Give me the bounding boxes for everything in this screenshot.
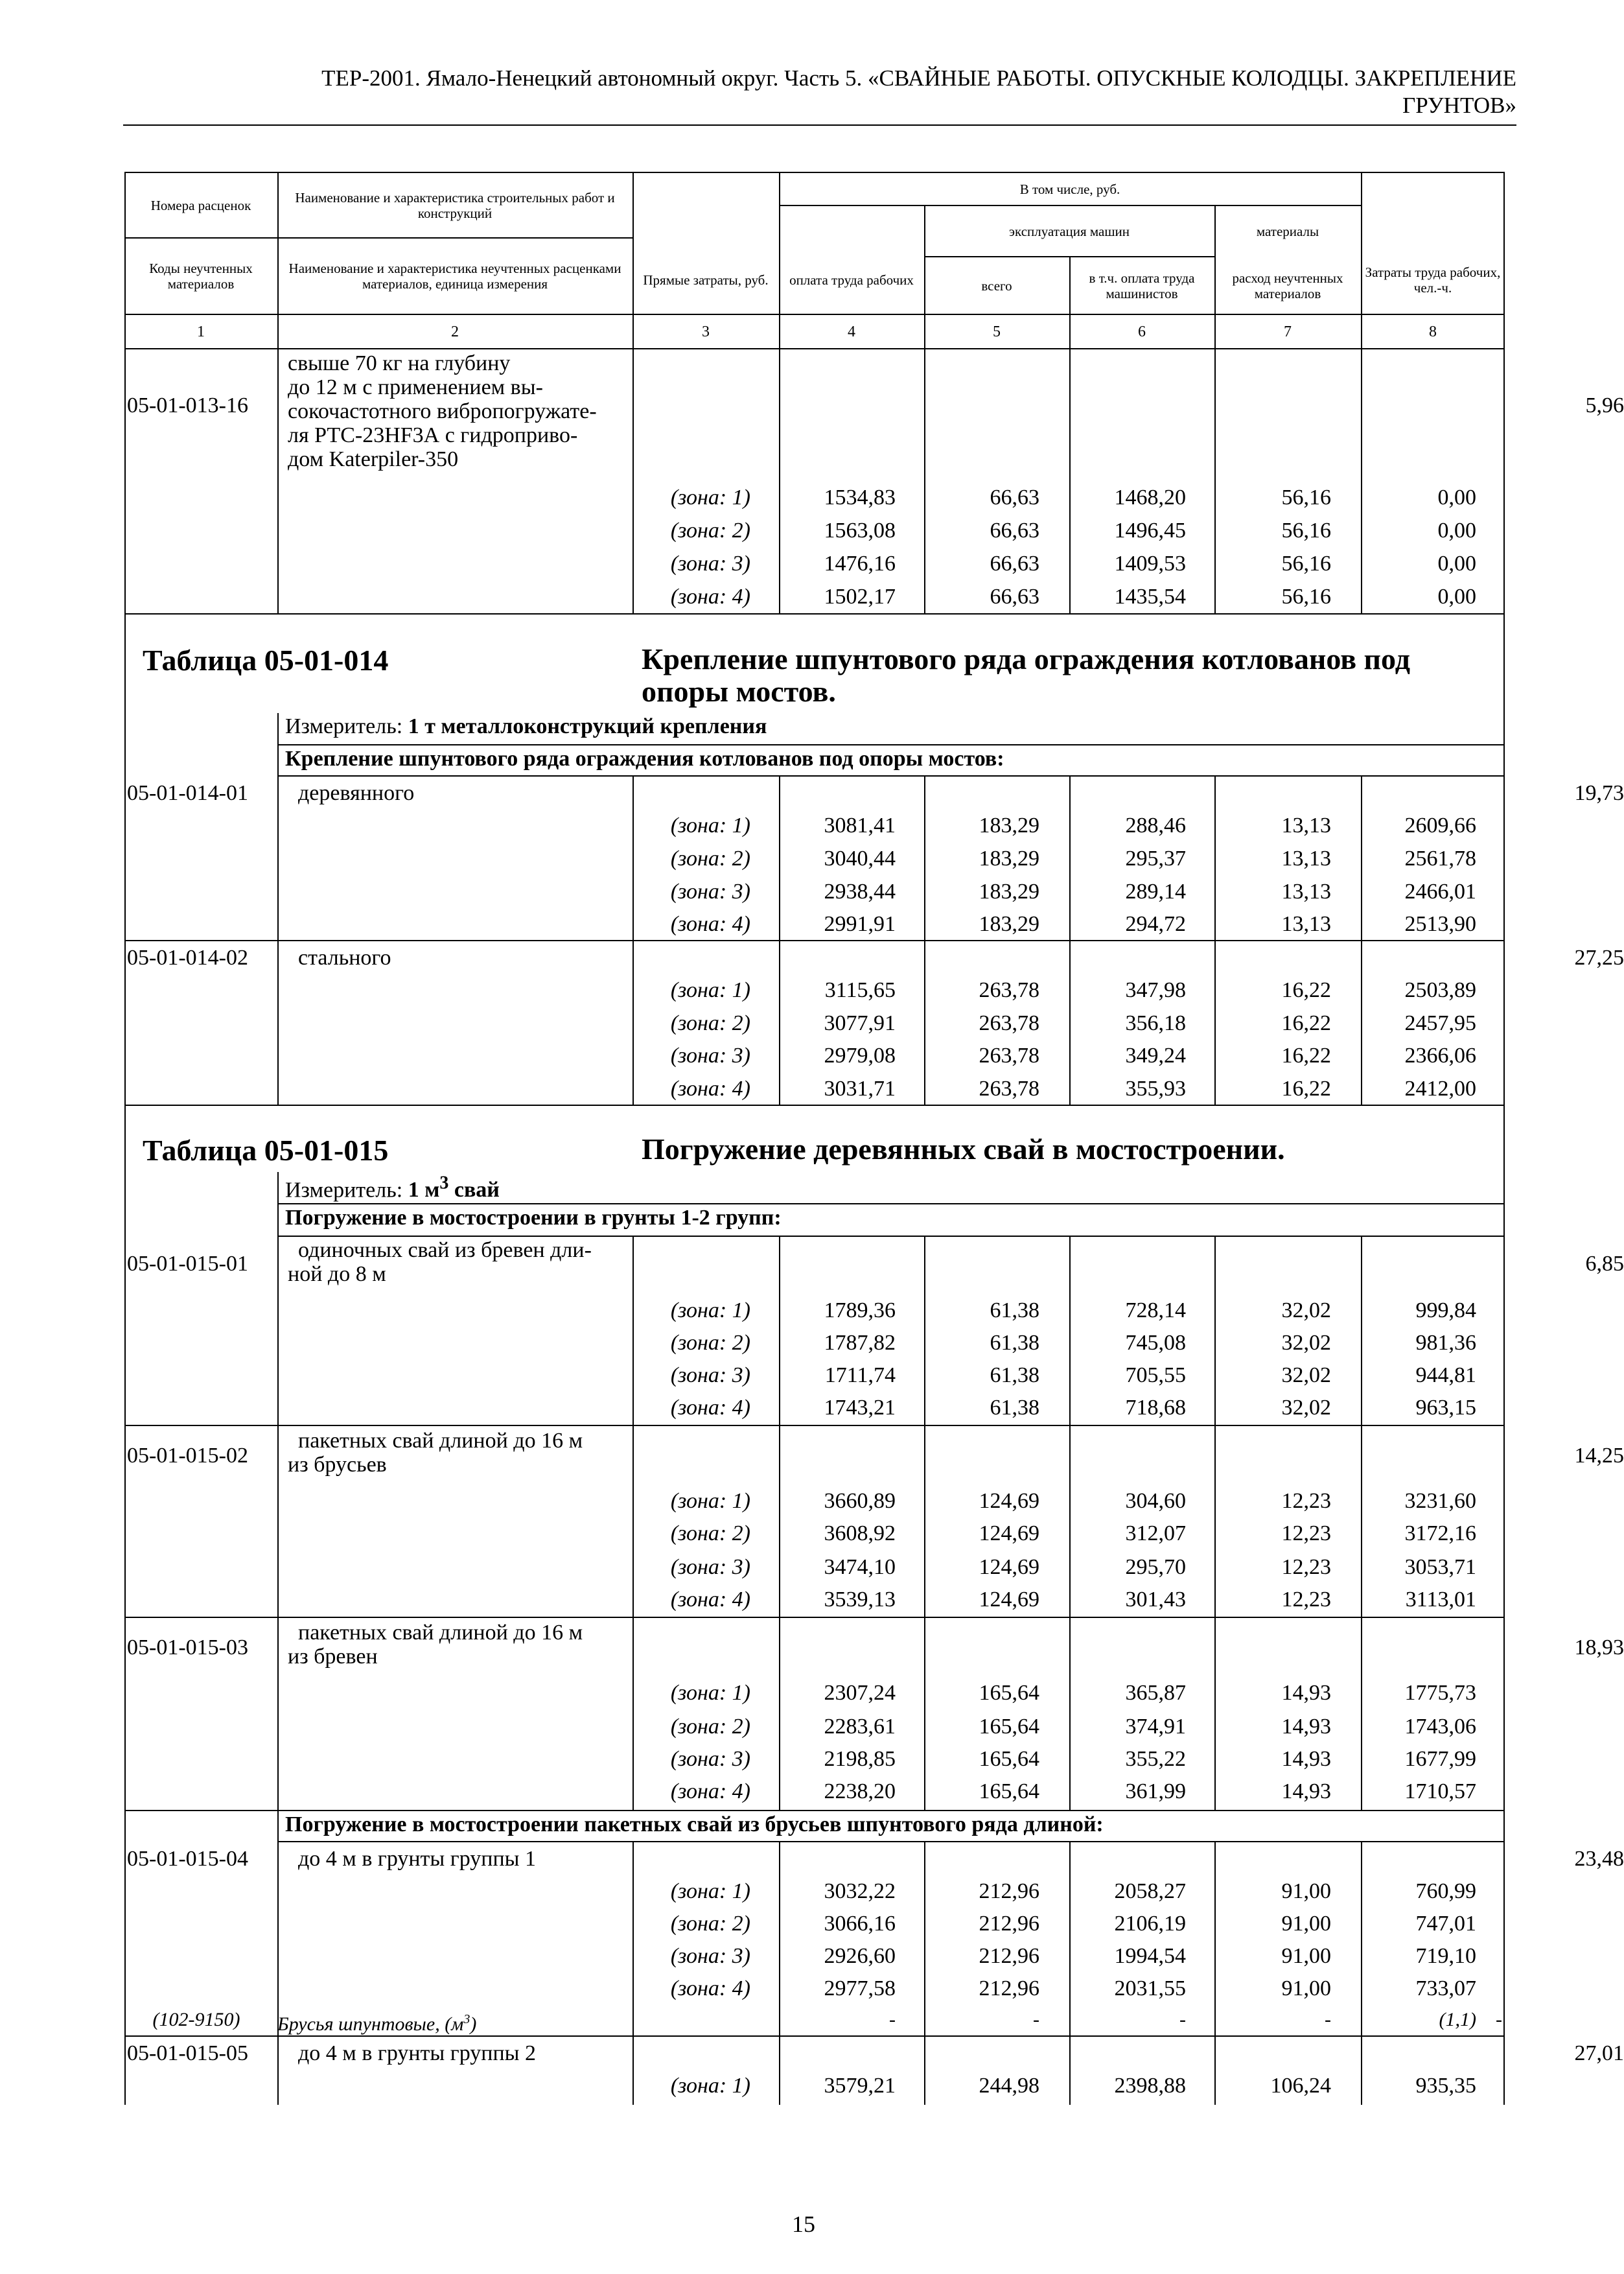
cell-value: 3081,41 [824,814,896,838]
cell-value: 2977,58 [824,1976,896,2000]
zone-row [124,481,1505,514]
cell-value: - [1033,2009,1039,2030]
cell-value: 1468,20 [1114,486,1186,510]
zone-row [124,809,1505,842]
cell-value: 1994,54 [1114,1944,1186,1968]
cell-value: 165,64 [979,1681,1039,1705]
zone-label: (зона: 1) [670,1681,750,1705]
cell-value: 1775,73 [1404,1681,1476,1705]
cell-value: 165,64 [979,1715,1039,1739]
cell-value: 14,93 [1281,1681,1331,1705]
material-consumption: (1,1) [1439,2009,1476,2030]
cell-value: 66,63 [990,486,1039,510]
cell-value: 733,07 [1415,1976,1476,2000]
cell-value: 91,00 [1281,1976,1331,2000]
zone-label: (зона: 4) [670,1396,750,1420]
cell-value: 745,08 [1125,1331,1186,1355]
cell-value: 3040,44 [824,847,896,871]
zone-label: (зона: 1) [670,1298,750,1322]
cell-value: 56,16 [1281,486,1331,510]
cell-value: 2106,19 [1114,1912,1186,1936]
cell-value: ) [470,2013,477,2035]
cell-value: 3539,13 [824,1588,896,1612]
cell-value: 1677,99 [1404,1747,1476,1771]
zone-row [124,1007,1505,1040]
table-title: Крепление шпунтового ряда ограждения котлованов под опоры мостов. [642,642,1411,708]
cell-value: 718,68 [1125,1396,1186,1420]
cell-value: 212,96 [979,1879,1039,1903]
cell-value: 3113,01 [1405,1588,1476,1612]
zone-row [124,1742,1505,1776]
cell-value: 2307,24 [824,1681,896,1705]
cell-value: 374,91 [1125,1715,1186,1739]
zone-row [124,974,1505,1007]
cell-value: 16,22 [1281,1044,1331,1068]
cell-value: 12,23 [1281,1555,1331,1579]
cell-value: 16,22 [1281,978,1331,1002]
cell-value: 2979,08 [824,1044,896,1068]
zone-row [124,1484,1505,1518]
column-number-1: 1 [197,323,205,340]
cell-value: 361,99 [1125,1779,1186,1803]
cell-value: 3032,22 [824,1879,896,1903]
cell-value: 1496,45 [1114,519,1186,543]
cell-value: - [1179,2009,1186,2030]
cell-value: 295,37 [1125,847,1186,871]
cell-value: 3053,71 [1404,1555,1476,1579]
labor-costs: 27,25 [1574,946,1624,970]
rate-code: 05-01-015-04 [127,1847,248,1871]
column-number-3: 3 [702,323,710,340]
zone-label: (зона: 1) [670,814,750,838]
cell-value: 14,93 [1281,1747,1331,1771]
cell-value: 263,78 [979,1077,1039,1101]
cell-value: 355,22 [1125,1747,1186,1771]
zone-label: (зона: 2) [670,1331,750,1355]
cell-value: 165,64 [979,1747,1039,1771]
labor-costs: 18,93 [1574,1635,1624,1659]
rate-code: 05-01-015-03 [127,1635,248,1659]
cell-value: 1409,53 [1114,552,1186,576]
zone-label: (зона: 2) [670,1521,750,1545]
cell-value: 13,13 [1281,847,1331,871]
cell-value: 2609,66 [1404,814,1476,838]
rate-description-line: до 4 м в грунты группы 2 [298,2041,536,2065]
zone-label: (зона: 1) [670,486,750,510]
cell-value: 56,16 [1281,552,1331,576]
cell-value: 2366,06 [1404,1044,1476,1068]
zone-label: (зона: 1) [670,2074,750,2098]
zone-label: (зона: 1) [670,1489,750,1513]
table-label: Таблица 05-01-014 [143,644,389,677]
zone-label: (зона: 4) [670,912,750,936]
cell-value: 355,93 [1125,1077,1186,1101]
zone-label: (зона: 1) [670,978,750,1002]
cell-value: 0,00 [1437,585,1476,609]
cell-value: 3115,65 [824,978,896,1002]
cell-value: 1789,36 [824,1298,896,1322]
cell-value: 3 [463,2012,470,2026]
cell-value: 356,18 [1125,1011,1186,1035]
measure-unit [285,714,767,739]
header-machines-total: всего [981,277,1012,294]
header-machinists-pay: в т.ч. оплата труда машинистов [1089,270,1195,301]
rate-description-line: пакетных свай длиной до 16 м [298,1429,583,1453]
rate-description-line: ной до 8 м [288,1262,386,1286]
cell-value: 1435,54 [1114,585,1186,609]
zone-label: (зона: 3) [670,552,750,576]
cell-value: 3077,91 [824,1011,896,1035]
zone-row [124,1972,1505,2005]
cell-value: 2466,01 [1404,880,1476,904]
zone-row [124,1039,1505,1072]
header-labor-costs: Затраты труда рабочих, чел.-ч. [1365,264,1501,296]
cell-value: 2457,95 [1404,1011,1476,1035]
zone-row [124,1775,1505,1808]
cell-value: 2283,61 [824,1715,896,1739]
cell-value: свай [448,1178,500,1202]
cell-value: 12,23 [1281,1588,1331,1612]
cell-value: 2412,00 [1404,1077,1476,1101]
header-machines: эксплуатация машин [1009,223,1130,239]
rate-description-line: деревянного [298,781,415,805]
cell-value: 12,23 [1281,1521,1331,1545]
cell-value: 61,38 [990,1331,1039,1355]
cell-value: 289,14 [1125,880,1186,904]
cell-value: 2561,78 [1404,847,1476,871]
rate-code: 05-01-014-01 [127,781,248,805]
rate-code: 05-01-015-01 [127,1252,248,1276]
cell-value: 0,00 [1437,519,1476,543]
zone-label: (зона: 3) [670,880,750,904]
cell-value: 2031,55 [1114,1976,1186,2000]
cell-value: 16,22 [1281,1011,1331,1035]
cell-value: 1710,57 [1404,1779,1476,1803]
cell-value: 183,29 [979,880,1039,904]
zone-label: (зона: 4) [670,1976,750,2000]
group-heading: Крепление шпунтового ряда ограждения котлованов под опоры мостов: [285,747,1004,771]
cell-value: 2991,91 [824,912,896,936]
rate-description-line: до 4 м в грунты группы 1 [298,1847,536,1871]
cell-value: 32,02 [1281,1331,1331,1355]
cell-value: 244,98 [979,2074,1039,2098]
cell-value: 294,72 [1125,912,1186,936]
cell-value: 165,64 [979,1779,1039,1803]
cell-value: 61,38 [990,1298,1039,1322]
cell-value: 212,96 [979,1976,1039,2000]
cell-value: 288,46 [1125,814,1186,838]
group-heading: Погружение в мостостроении в грунты 1-2 групп: [285,1206,782,1230]
zone-row [124,1875,1505,1908]
zone-label: (зона: 2) [670,1912,750,1936]
cell-value: 981,36 [1415,1331,1476,1355]
rate-description-line: пакетных свай длиной до 16 м [298,1621,583,1645]
cell-value: - [1325,2009,1331,2030]
cell-value: 1 т металлоконструкций крепления [408,714,767,738]
labor-costs: 6,85 [1585,1252,1624,1276]
cell-value: 0,00 [1437,486,1476,510]
cell-value: 124,69 [979,1555,1039,1579]
cell-value: 66,63 [990,552,1039,576]
rate-description-line: из бревен [288,1645,378,1669]
cell-value: 301,43 [1125,1588,1186,1612]
column-number-8: 8 [1429,323,1437,340]
cell-value: 349,24 [1125,1044,1186,1068]
header-group: В том числе, руб. [1019,181,1120,197]
cell-value: Брусья шпунтовые, (м [277,2013,464,2035]
cell-value: 304,60 [1125,1489,1186,1513]
zone-label: (зона: 3) [670,1944,750,1968]
cell-value: 14,93 [1281,1715,1331,1739]
zone-label: (зона: 4) [670,1779,750,1803]
cell-value: 32,02 [1281,1363,1331,1387]
cell-value: 705,55 [1125,1363,1186,1387]
header-name-bottom: Наименование и характеристика неучтенных расценками материалов, единица измерения [288,261,621,292]
zone-row [124,875,1505,908]
zone-label: (зона: 1) [670,1879,750,1903]
cell-value: 106,24 [1270,2074,1331,2098]
cell-value: 263,78 [979,1044,1039,1068]
cell-value: 3066,16 [824,1912,896,1936]
cell-value: 0,00 [1437,552,1476,576]
rate-description-line: до 12 м с применением вы- [288,375,543,399]
zone-label: (зона: 4) [670,585,750,609]
zone-label: (зона: 3) [670,1044,750,1068]
cell-value: - [889,2009,896,2030]
cell-value: 124,69 [979,1588,1039,1612]
header-rule [123,124,1516,126]
cell-value: 91,00 [1281,1879,1331,1903]
cell-value: 2513,90 [1404,912,1476,936]
column-number-7: 7 [1284,323,1292,340]
cell-value: 91,00 [1281,1912,1331,1936]
table-title: Погружение деревянных свай в мостостроении. [642,1132,1285,1166]
cell-value: 747,01 [1415,1912,1476,1936]
cell-value: 32,02 [1281,1298,1331,1322]
material-name [277,2003,750,2036]
header-line-2: ГРУНТОВ» [1402,93,1516,118]
cell-value: 56,16 [1281,585,1331,609]
zone-row [124,2069,1505,2102]
cell-value: 1711,74 [824,1363,896,1387]
cell-value: Измеритель: [285,1178,408,1202]
cell-value: 13,13 [1281,814,1331,838]
cell-value: 1743,21 [824,1396,896,1420]
cell-value: 1534,83 [824,486,896,510]
zone-label: (зона: 2) [670,847,750,871]
labor-costs: 23,48 [1574,1847,1624,1871]
cell-value: 124,69 [979,1521,1039,1545]
cell-value: 66,63 [990,585,1039,609]
cell-value: 3 [439,1173,449,1193]
zone-row [124,842,1505,875]
cell-value: 719,10 [1415,1944,1476,1968]
header-line-1: ТЕР-2001. Ямало-Ненецкий автономный округ. Часть 5. «СВАЙНЫЕ РАБОТЫ. ОПУСКНЫЕ КОЛОДЦЫ. ЗАКРЕПЛЕНИЕ [321,65,1516,91]
zone-label: (зона: 4) [670,1588,750,1612]
cell-value: 3474,10 [824,1555,896,1579]
measure-unit [285,1173,500,1202]
cell-value: 91,00 [1281,1944,1331,1968]
cell-value: 3172,16 [1404,1521,1476,1545]
zone-row [124,908,1505,941]
column-number-4: 4 [848,323,855,340]
cell-value: 935,35 [1415,2074,1476,2098]
cell-value: 2058,27 [1114,1879,1186,1903]
header-direct-costs: Прямые затраты, руб. [643,272,769,288]
zone-row [124,1072,1505,1105]
zone-row [124,1583,1505,1616]
rate-description-line: дом Katerpiler-350 [288,447,459,471]
zone-label: (зона: 2) [670,1011,750,1035]
rate-code: 05-01-013-16 [127,393,248,417]
cell-value: 14,93 [1281,1779,1331,1803]
cell-value: 963,15 [1415,1396,1476,1420]
cell-value: 2503,89 [1404,978,1476,1002]
cell-value: 12,23 [1281,1489,1331,1513]
cell-value: 1787,82 [824,1331,896,1355]
labor-costs: 27,01 [1574,2041,1624,2065]
page-number: 15 [792,2211,815,2237]
cell-value: 61,38 [990,1396,1039,1420]
zone-label: (зона: 4) [670,1077,750,1101]
cell-value: 3231,60 [1404,1489,1476,1513]
cell-value: 3031,71 [824,1077,896,1101]
zone-row [124,1710,1505,1743]
cell-value: 2926,60 [824,1944,896,1968]
zone-row [124,1676,1505,1709]
zone-row [124,1907,1505,1940]
zone-row [124,1551,1505,1584]
cell-value: 13,13 [1281,880,1331,904]
rate-description-line: из брусьев [288,1453,387,1477]
cell-value: 61,38 [990,1363,1039,1387]
cell-value: 124,69 [979,1489,1039,1513]
cell-value: 2238,20 [824,1779,896,1803]
cell-value: 2198,85 [824,1747,896,1771]
cell-value: 16,22 [1281,1077,1331,1101]
cell-value: 1 м [408,1178,440,1202]
material-row [124,2003,1505,2036]
zone-row [124,1391,1505,1424]
cell-value: 760,99 [1415,1879,1476,1903]
cell-value: 3579,21 [824,2074,896,2098]
cell-value: 212,96 [979,1912,1039,1936]
zone-row [124,1326,1505,1359]
labor-costs: 5,96 [1585,393,1624,417]
rate-code: 05-01-015-05 [127,2041,248,2065]
zone-row [124,1517,1505,1550]
labor-costs: 19,73 [1574,781,1624,805]
cell-value: 66,63 [990,519,1039,543]
cell-value: 347,98 [1125,978,1186,1002]
cell-value: 1476,16 [824,552,896,576]
zone-label: (зона: 3) [670,1363,750,1387]
cell-value: 183,29 [979,847,1039,871]
cell-value: 32,02 [1281,1396,1331,1420]
column-number-2: 2 [451,323,459,340]
header-materials: материалы [1256,223,1319,239]
labor-costs: 14,25 [1574,1444,1624,1468]
rate-description-line: ля РТС-23HF3А с гидроприво- [288,423,578,447]
cell-value: 1502,17 [824,585,896,609]
zone-row [124,547,1505,580]
cell-value: 183,29 [979,814,1039,838]
cell-value: 944,81 [1415,1363,1476,1387]
rate-code: 05-01-014-02 [127,946,248,970]
column-number-5: 5 [993,323,1001,340]
zone-row [124,1359,1505,1392]
cell-value: - [1496,2009,1502,2030]
cell-value: 212,96 [979,1944,1039,1968]
cell-value: 365,87 [1125,1681,1186,1705]
material-code: (102-9150) [152,2009,240,2030]
table-label: Таблица 05-01-015 [143,1134,389,1167]
header-name-top: Наименование и характеристика строительных работ и конструкций [295,189,615,221]
zone-label: (зона: 2) [670,519,750,543]
page-header [123,65,1516,119]
rate-description-line: свыше 70 кг на глубину [288,351,511,375]
cell-value: Измеритель: [285,714,408,738]
cell-value: 312,07 [1125,1521,1186,1545]
zone-label: (зона: 3) [670,1555,750,1579]
zone-row [124,514,1505,547]
cell-value: 728,14 [1125,1298,1186,1322]
cell-value: 13,13 [1281,912,1331,936]
rate-description-line: стального [298,946,391,970]
cell-value: 3660,89 [824,1489,896,1513]
header-material-consumption: расход неучтенных материалов [1232,270,1343,301]
cell-value: 2938,44 [824,880,896,904]
header-codes-top: Номера расценок [150,197,251,213]
zone-label: (зона: 3) [670,1747,750,1771]
cell-value: 2398,88 [1114,2074,1186,2098]
group-heading: Погружение в мостостроении пакетных свай из брусьев шпунтового ряда длиной: [285,1812,1104,1836]
zone-row [124,1294,1505,1327]
rate-description-line: одиночных свай из бревен дли- [298,1238,592,1262]
header-codes-bottom: Коды неучтенных материалов [149,261,253,292]
header-labor-pay: оплата труда рабочих [789,272,914,288]
zone-row [124,580,1505,613]
cell-value: 263,78 [979,1011,1039,1035]
cell-value: 1563,08 [824,519,896,543]
rate-description-line: сокочастотного вибропогружате- [288,399,597,423]
cell-value: 295,70 [1125,1555,1186,1579]
cell-value: 56,16 [1281,519,1331,543]
rate-code: 05-01-015-02 [127,1444,248,1468]
cell-value: 1743,06 [1404,1715,1476,1739]
cell-value: 263,78 [979,978,1039,1002]
zone-label: (зона: 2) [670,1715,750,1739]
zone-row [124,1940,1505,1973]
cell-value: 3608,92 [824,1521,896,1545]
cell-value: 183,29 [979,912,1039,936]
cell-value: 999,84 [1415,1298,1476,1322]
column-number-6: 6 [1138,323,1146,340]
